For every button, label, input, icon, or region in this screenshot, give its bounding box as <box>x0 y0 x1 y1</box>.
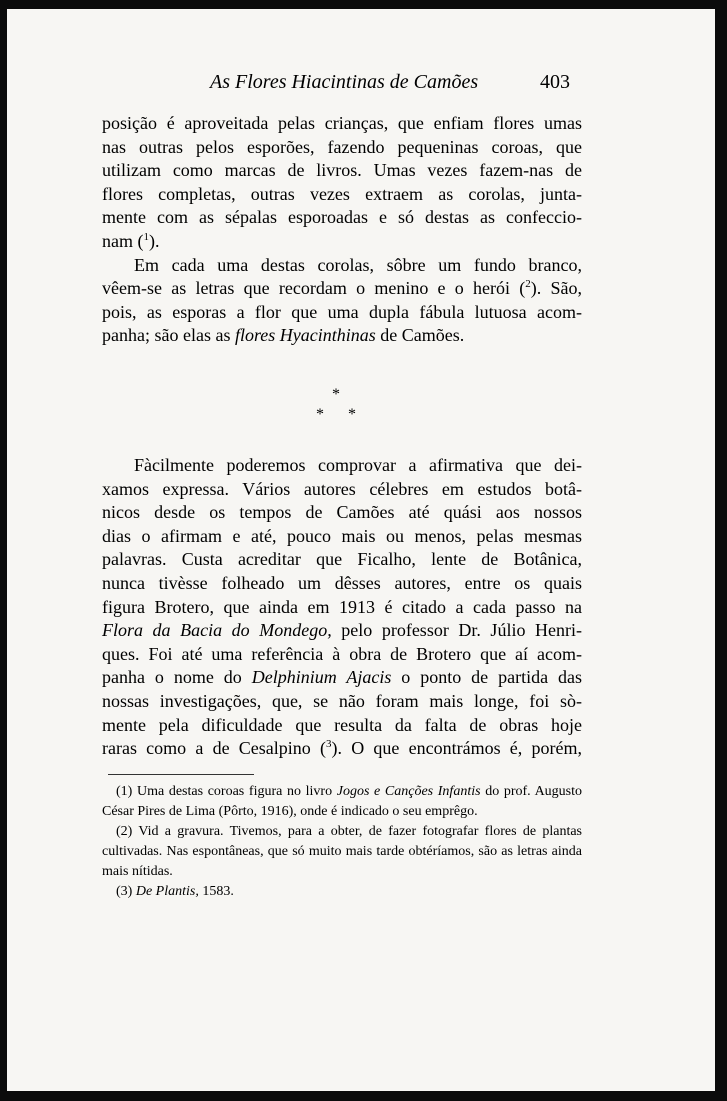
italic-title: Flora da Bacia do Mondego, <box>102 620 332 641</box>
text-fragment: panha o nome do <box>102 667 252 688</box>
text-fragment: vêem-se as letras que recordam o menino e o herói ( <box>102 278 526 299</box>
footnote-reference: 2 <box>525 278 531 291</box>
text-line <box>102 230 582 254</box>
asterism-star: * <box>316 406 324 423</box>
text-line: posição é aproveitada pelas crianças, que enfiam flores umas <box>102 113 582 133</box>
text-line: flores completas, outras vezes extraem as corolas, junta- <box>102 183 582 204</box>
footnote-reference: 1 <box>143 230 149 243</box>
text-line: dias o afirmam e até, pouco mais ou menos, pelas mesmas <box>102 525 582 546</box>
text-fragment: ). São, <box>530 278 582 299</box>
text-line: Fàcilmente poderemos comprovar a afirmativa que dei- <box>134 455 582 475</box>
text-fragment: nam ( <box>102 230 144 251</box>
text-line: Em cada uma destas corolas, sôbre um fundo branco, <box>134 254 582 275</box>
text-line: nossas investigações, que, se não foram mais longe, foi sò- <box>102 690 582 711</box>
text-line: mente com as sépalas esporoadas e só destas as confeccio- <box>102 207 582 228</box>
footnote-marker: (3) <box>116 884 133 899</box>
text-fragment: panha; são elas as <box>102 325 235 346</box>
section-asterism <box>300 385 380 425</box>
italic-term: Delphinium Ajacis <box>251 667 392 688</box>
text-line: mente pela dificuldade que resulta da falta de obras hoje <box>102 714 582 735</box>
text-line: utilizam como marcas de livros. Umas vezes fazem-nas de <box>102 160 582 181</box>
text-line: nicos desde os tempos de Camões até quási aos nossos <box>102 502 582 523</box>
text-line: nas outras pelos esporões, fazendo pequeninas coroas, que <box>102 136 582 157</box>
text-fragment: ). O que encontrámos é, porém, <box>331 738 582 759</box>
text-fragment: raras como a de Cesalpino ( <box>102 738 326 759</box>
footnote-reference: 3 <box>326 738 332 751</box>
footnote-1 <box>102 782 582 822</box>
footnote-separator <box>108 774 254 775</box>
text-fragment: do prof. Augusto César Pires de Lima (Pôrto, 1916), onde é indicado o seu emprêgo. <box>102 784 583 819</box>
text-line <box>102 619 582 643</box>
text-line: palavras. Custa acreditar que Ficalho, lente de Botânica, <box>102 549 582 570</box>
running-title: As Flores Hiacintinas de Camões <box>210 71 479 93</box>
page-number: 403 <box>540 71 570 93</box>
body-text-bottom <box>102 454 582 761</box>
footnote-3 <box>102 882 582 902</box>
text-line: xamos expressa. Vários autores célebres em estudos botâ- <box>102 478 582 499</box>
footnote-marker: (2) <box>116 824 133 839</box>
text-fragment: Vid a gravura. Tivemos, para a obter, de fazer fotografar flores de plantas cultivadas. Nas espontâneas, que só muito mais tarde obtéríamos, são as letras ainda mais nítidas. <box>102 824 582 879</box>
text-line <box>102 737 582 761</box>
text-fragment: Uma destas coroas figura no livro <box>136 784 337 799</box>
asterism-star: * <box>332 386 340 403</box>
text-fragment: ). <box>148 230 160 251</box>
text-fragment: 1583. <box>198 884 234 899</box>
footnote-2 <box>102 822 582 882</box>
text-line: figura Brotero, que ainda em 1913 é citado a cada passo na <box>102 596 582 617</box>
italic-title: Jogos e Canções Infantis <box>336 784 481 799</box>
italic-title: De Plantis, <box>135 884 199 899</box>
text-line: pois, as esporas a flor que uma dupla fábula lutuosa acom- <box>102 301 582 322</box>
footnote-marker: (1) <box>116 784 133 799</box>
asterism-star: * <box>348 406 356 423</box>
text-line <box>102 666 582 690</box>
text-line <box>102 324 582 348</box>
footnotes <box>102 782 582 902</box>
text-fragment: de Camões. <box>375 325 465 346</box>
text-line: ques. Foi até uma referência à obra de Brotero que aí acom- <box>102 643 582 664</box>
body-text-top <box>102 112 582 348</box>
text-line: nunca tivèsse folheado um dêsses autores, entre os quais <box>102 572 582 593</box>
italic-term: flores Hyacinthinas <box>234 325 376 346</box>
text-fragment: pelo professor Dr. Júlio Henri- <box>331 620 582 641</box>
text-line <box>102 277 582 301</box>
text-fragment: o ponto de partida das <box>391 667 583 688</box>
page-header <box>210 67 570 97</box>
